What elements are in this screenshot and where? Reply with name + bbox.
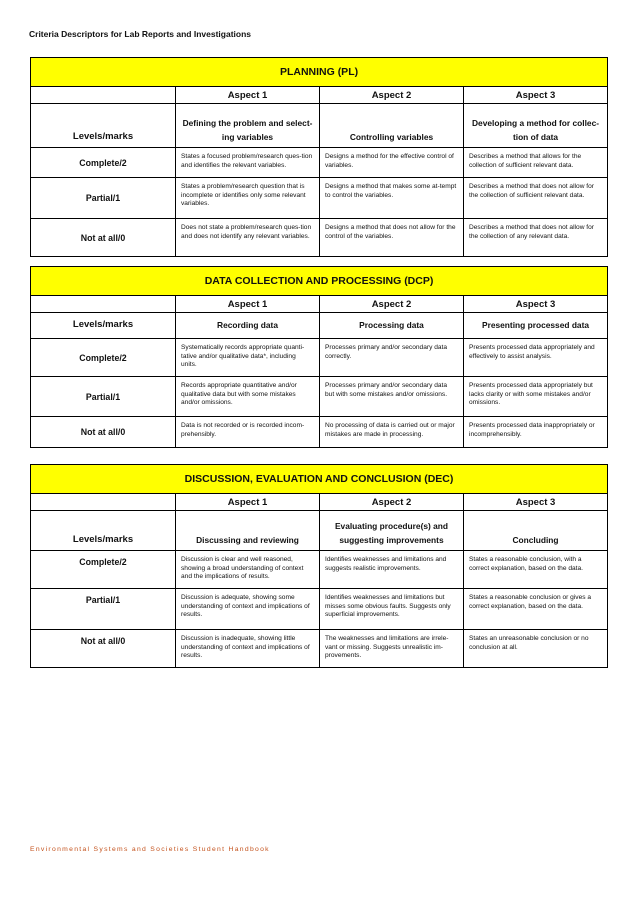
- descriptor-cell: States a reasonable conclusion, with a correct explanation, based on the data.: [464, 551, 608, 589]
- blank-cell: [31, 87, 176, 104]
- descriptor-cell: Discussion is adequate, showing some understanding of context and implications of results.: [176, 589, 320, 630]
- aspect-3-label: Aspect 3: [464, 87, 608, 104]
- aspect-3-heading: Presenting processed data: [464, 313, 608, 339]
- descriptor-cell: Describes a method that does not allow for the collection of sufficient relevant data.: [464, 178, 608, 219]
- page-title: Criteria Descriptors for Lab Reports and Investigations: [29, 29, 251, 39]
- descriptor-cell: States a problem/research question that is incomplete or identifies only some relevant variables.: [176, 178, 320, 219]
- aspect-1-heading: Discussing and reviewing: [176, 511, 320, 551]
- aspect-1-label: Aspect 1: [176, 494, 320, 511]
- descriptor-cell: Presents processed data appropriately but lacks clarity or with some mistakes and/or omissions.: [464, 377, 608, 417]
- level-label: Partial/1: [31, 178, 176, 219]
- descriptor-cell: The weaknesses and limitations are irrele-vant or missing. Suggests unrealistic im-provements.: [320, 630, 464, 668]
- level-label: Complete/2: [31, 551, 176, 589]
- table-row: [31, 417, 608, 448]
- descriptor-cell: States a focused problem/research ques-tion and identifies the relevant variables.: [176, 148, 320, 178]
- table-row: [31, 339, 608, 377]
- levels-header: Levels/marks: [31, 313, 176, 339]
- level-label: Not at all/0: [31, 630, 176, 668]
- table-row: [31, 551, 608, 589]
- descriptor-cell: Discussion is inadequate, showing little understanding of context and implications of results.: [176, 630, 320, 668]
- descriptor-cell: Describes a method that allows for the collection of sufficient relevant data.: [464, 148, 608, 178]
- descriptor-cell: Identifies weaknesses and limitations and suggests realistic improvements.: [320, 551, 464, 589]
- descriptor-cell: Designs a method for the effective control of variables.: [320, 148, 464, 178]
- aspect-3-heading: Concluding: [464, 511, 608, 551]
- aspect-2-label: Aspect 2: [320, 494, 464, 511]
- aspect-1-label: Aspect 1: [176, 296, 320, 313]
- descriptor-cell: States a reasonable conclusion or gives a correct explanation, based on the data.: [464, 589, 608, 630]
- descriptor-cell: Presents processed data inappropriately or incomprehensibly.: [464, 417, 608, 448]
- descriptor-cell: Does not state a problem/research ques-tion and does not identify any relevant variables.: [176, 219, 320, 257]
- section-title-dec: DISCUSSION, EVALUATION AND CONCLUSION (DEC): [31, 465, 608, 494]
- descriptor-cell: No processing of data is carried out or major mistakes are made in processing.: [320, 417, 464, 448]
- aspect-3-label: Aspect 3: [464, 296, 608, 313]
- descriptor-cell: Data is not recorded or is recorded incom-prehensibly.: [176, 417, 320, 448]
- aspect-3-heading: Developing a method for collec-tion of data: [464, 104, 608, 148]
- level-label: Complete/2: [31, 339, 176, 377]
- section-title-planning: PLANNING (PL): [31, 58, 608, 87]
- descriptor-cell: Designs a method that does not allow for the control of the variables.: [320, 219, 464, 257]
- discussion-table: [30, 464, 608, 668]
- level-label: Not at all/0: [31, 219, 176, 257]
- aspect-2-label: Aspect 2: [320, 87, 464, 104]
- aspect-3-label: Aspect 3: [464, 494, 608, 511]
- descriptor-cell: Identifies weaknesses and limitations but misses some obvious faults. Suggests only superficial improvements.: [320, 589, 464, 630]
- data-collection-table: [30, 266, 608, 448]
- level-label: Complete/2: [31, 148, 176, 178]
- descriptor-cell: Designs a method that makes some at-tempt to control the variables.: [320, 178, 464, 219]
- aspect-1-heading: Recording data: [176, 313, 320, 339]
- descriptor-cell: Describes a method that does not allow for the collection of any relevant data.: [464, 219, 608, 257]
- table-row: [31, 148, 608, 178]
- table-row: [31, 219, 608, 257]
- level-label: Partial/1: [31, 377, 176, 417]
- descriptor-cell: Processes primary and/or secondary data correctly.: [320, 339, 464, 377]
- blank-cell: [31, 296, 176, 313]
- planning-table: [30, 57, 608, 257]
- levels-header: Levels/marks: [31, 511, 176, 551]
- level-label: Partial/1: [31, 589, 176, 630]
- table-row: [31, 178, 608, 219]
- aspect-2-label: Aspect 2: [320, 296, 464, 313]
- aspect-2-heading: Evaluating procedure(s) and suggesting improvements: [320, 511, 464, 551]
- aspect-1-heading: Defining the problem and select-ing variables: [176, 104, 320, 148]
- descriptor-cell: Records appropriate quantitative and/or qualitative data but with some mistakes and/or omissions.: [176, 377, 320, 417]
- descriptor-cell: Systematically records appropriate quanti-tative and/or qualitative data*, including units.: [176, 339, 320, 377]
- descriptor-cell: Presents processed data appropriately and effectively to assist analysis.: [464, 339, 608, 377]
- aspect-1-label: Aspect 1: [176, 87, 320, 104]
- blank-cell: [31, 494, 176, 511]
- level-label: Not at all/0: [31, 417, 176, 448]
- descriptor-cell: Discussion is clear and well reasoned, showing a broad understanding of context and the implications of results.: [176, 551, 320, 589]
- table-row: [31, 630, 608, 668]
- table-row: [31, 377, 608, 417]
- aspect-2-heading: Processing data: [320, 313, 464, 339]
- descriptor-cell: Processes primary and/or secondary data but with some mistakes and/or omissions.: [320, 377, 464, 417]
- aspect-2-heading: Controlling variables: [320, 104, 464, 148]
- page-footer: Environmental Systems and Societies Student Handbook: [30, 846, 270, 853]
- levels-header: Levels/marks: [31, 104, 176, 148]
- table-row: [31, 589, 608, 630]
- descriptor-cell: States an unreasonable conclusion or no conclusion at all.: [464, 630, 608, 668]
- section-title-dcp: DATA COLLECTION AND PROCESSING (DCP): [31, 267, 608, 296]
